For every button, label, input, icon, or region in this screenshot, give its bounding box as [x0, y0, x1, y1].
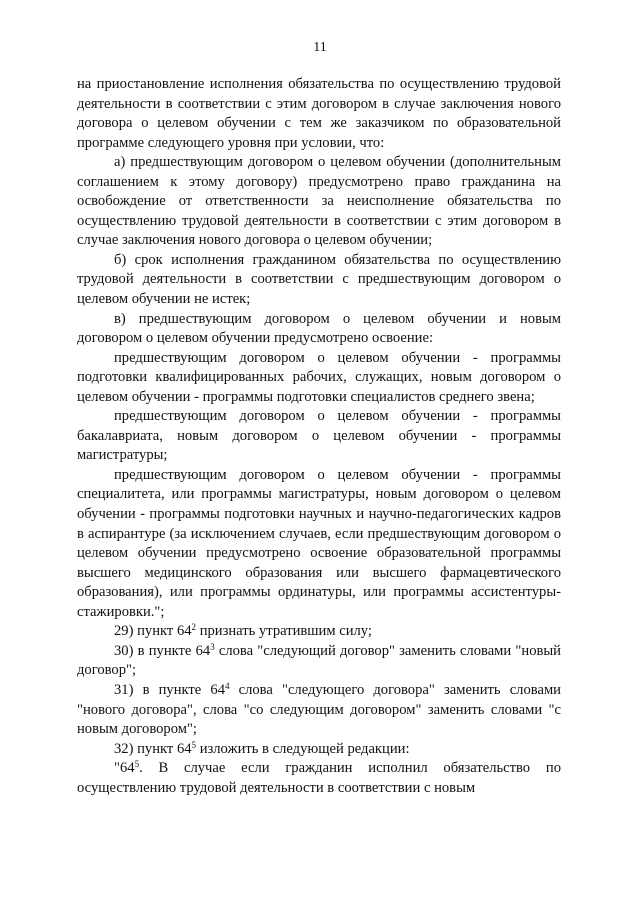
paragraph: на приостановление исполнения обязательства по осуществлению трудовой деятельности в соответствии с этим договором в случае заключения нового договора о целевом обучении с тем же заказчиком по образовательной программе следующего уровня при условии, что:	[77, 76, 561, 151]
text-segment: признать утратившим силу;	[196, 623, 372, 640]
superscript: 4	[225, 681, 230, 692]
text-segment: 30) в пункте 64	[114, 642, 211, 659]
page-number: 11	[313, 40, 327, 55]
text-segment: . В случае если гражданин исполнил обязательство по осуществлению трудовой деятельности в соответствии с новым	[77, 760, 561, 796]
paragraph: б) срок исполнения гражданином обязательства по осуществлению трудовой деятельности в соответствии с предшествующим договором о целевом обучении не истек;	[77, 251, 561, 308]
paragraph: в) предшествующим договором о целевом обучении и новым договором о целевом обучении предусмотрено освоение:	[77, 310, 561, 347]
paragraph: предшествующим договором о целевом обучении - программы специалитета, или программы магистратуры, новым договором о целевом обучении - программы подготовки научных и научно-педагогических кадров в аспирантуре (за исключением случаев, если предшествующим договором о целевом обучении предусмотрено освоение образовательной программы высшего медицинского образования или высшего фармацевтического образования), или программы ординатуры, или программы ассистентуры-стажировки.";	[77, 466, 561, 620]
paragraph: а) предшествующим договором о целевом обучении (дополнительным соглашением к этому договору) предусмотрено право гражданина на освобождение от ответственности за неисполнение обязательства по осуществлению трудовой деятельности в соответствии с этим договором в случае заключения нового договора о целевом обучении;	[77, 154, 561, 249]
superscript: 3	[210, 641, 215, 652]
paragraph-item-30	[77, 642, 561, 681]
text-segment: изложить в следующей редакции:	[196, 740, 410, 757]
superscript: 5	[134, 759, 140, 770]
text-segment: слова "следующий договор" заменить словами "новый договор";	[77, 642, 561, 679]
text-segment: 32) пункт 64	[114, 740, 192, 757]
paragraph-item-29	[77, 622, 561, 642]
text-segment: "64	[114, 760, 135, 777]
paragraph-item-32	[77, 740, 561, 760]
paragraph-clause-64-5	[77, 759, 561, 798]
text-segment: слова "следующего договора" заменить словами "нового договора", слова "со следующим договором" заменить словами "с новым договором";	[77, 681, 561, 738]
superscript: 2	[191, 622, 197, 633]
text-segment: 29) пункт 64	[114, 623, 192, 640]
paragraph: предшествующим договором о целевом обучении - программы подготовки квалифицированных рабочих, служащих, новым договором о целевом обучении - программы подготовки специалистов среднего звена;	[77, 349, 561, 405]
superscript: 5	[191, 739, 197, 750]
paragraph: предшествующим договором о целевом обучении - программы бакалавриата, новым договором о целевом обучении - программы магистратуры;	[77, 408, 561, 464]
document-body	[77, 75, 561, 798]
paragraph-item-31	[77, 681, 561, 740]
text-segment: 31) в пункте 64	[114, 681, 225, 698]
